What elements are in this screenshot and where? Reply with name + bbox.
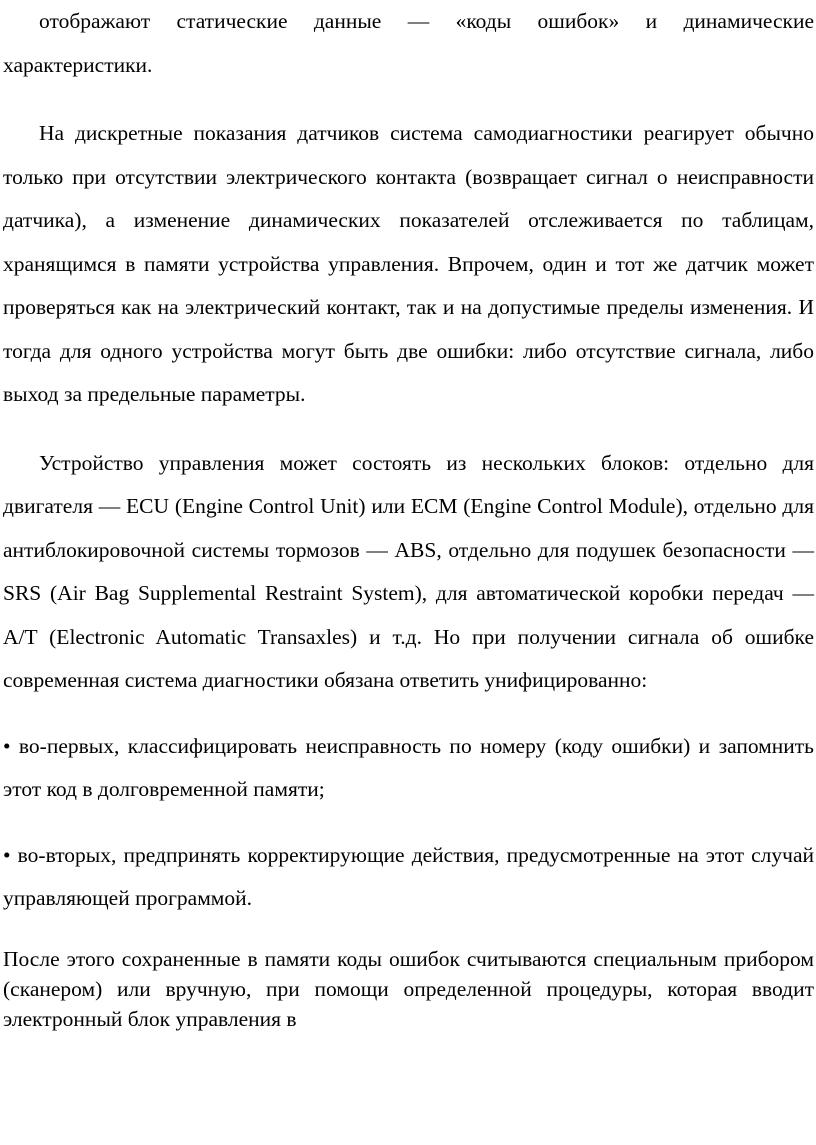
paragraph-control-units: Устройство управления может состоять из нескольких блоков: отдельно для двигателя — ECU (Engine Control Unit) или ECM (Engine Control Module), отдельно для антиблокировочной системы тормозов — ABS, отдельно для подушек безопасности — SRS (Air Bag Supplemental Restraint System), для автоматической коробки передач — A/T (Electronic Automatic Transaxles) и т.д. Но при получении сигнала об ошибке современная система диагностики обязана ответить унифицированно:: [3, 450, 814, 692]
paragraph-sensor-diagnostics: На дискретные показания датчиков система самодиагностики реагирует обычно только при отсутствии электрического контакта (возвращает сигнал о неисправности датчика), а изменение динамических показателей отслеживается по таблицам, хранящимся в памяти устройства управления. Впрочем, один и тот же датчик может проверяться как на электрический контакт, так и на допустимые пределы изменения. И тогда для одного устройства могут быть две ошибки: либо отсутствие сигнала, либо выход за предельные параметры.: [3, 121, 814, 406]
paragraph-continuation: отображают статические данные — «коды ошибок» и динамические характеристики.: [3, 9, 814, 77]
paragraph-spacer: [3, 812, 814, 834]
paragraph-spacer: [3, 87, 814, 112]
paragraph-after-errors: После этого сохраненные в памяти коды ошибок считываются специальным прибором (сканером) или вручную, при помощи определенной процедуры, которая вводит электронный блок управления в: [3, 946, 814, 1031]
bullet-item-first: • во-первых, классифицировать неисправность по номеру (коду ошибки) и запомнить этот код в долговременной памяти;: [3, 733, 814, 801]
paragraph-spacer: [3, 417, 814, 442]
paragraph-spacer: [3, 703, 814, 725]
paragraph-spacer: [3, 921, 814, 944]
bullet-item-second: • во-вторых, предпринять корректирующие действия, предусмотренные на этот случай управляющей программой.: [3, 842, 814, 910]
